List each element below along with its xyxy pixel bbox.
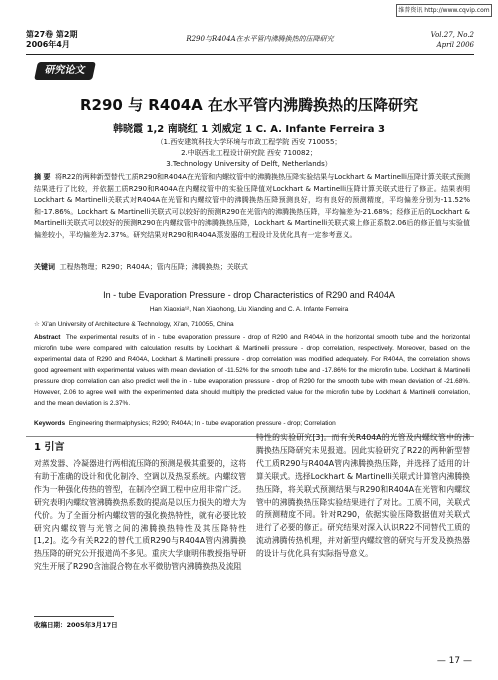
header-divider [26,54,474,55]
affiliation-en: ☆ Xi'an University of Architecture & Technology, Xi'an, 710055, China [34,321,234,328]
volume-label: 第27卷 第2期 [26,30,78,39]
keywords-cn-label: 关键词 [34,263,55,271]
running-title: R290与R404A在水平管内沸腾换热的压降研究 [186,35,334,43]
received-date: 收稿日期：2005年3月17日 [34,621,118,629]
watermark-stamp: 维普资讯 http://www.cqvip.com [396,4,492,17]
affiliation-2: 2.中联西北工程设计研究院 西安 710082； [181,149,317,157]
body-column-left: 对蒸发器、冷凝器进行两相流压降的预测是极其重要的，这将有助于准确的设计和优化制冷、空调以及热泵系统。内螺纹管作为一种强化传热的管型，在制冷空调工程中应用非常广泛。研究表明内螺纹管沸腾换热系数的提高是以压力损失的增大为代价。为了全面分析内螺纹管的强化换热特性，就有必要比较研究内螺纹管与光管之间的沸腾换热特性及其压降特性[1,2]。迄今有关R22的替代工质R290与R404A管内沸腾换热压降的研究公开报道尚不多见。重庆大学康明伟教授指导研究生开展了R290含油混合物在水平微肋管内沸腾换热及流阻 [34,459,246,572]
keywords-en-label: Keywords [34,420,66,427]
keywords-cn [34,262,470,272]
section-heading: 1 引言 [34,442,65,453]
date-en: April 2006 [436,41,474,49]
abstract-en [34,332,470,418]
keywords-cn-text: 工程热物理；R290；R404A；管内压降；沸腾换热；关联式 [59,263,248,271]
journal-volume-en [400,30,474,50]
paper-title-cn: R290 与 R404A 在水平管内沸腾换热的压降研究 [80,96,418,114]
abstract-cn-label: 摘 要 [34,173,51,181]
affiliation-1: （1.西安建筑科技大学环境与市政工程学院 西安 710055； [156,138,342,146]
abstract-cn-text: 将R22的两种新型替代工质R290和R404A在光管和内螺纹管中的沸腾换热压降实验结果与Lockhart & Martinelli压降计算关联式预测结果进行了比较，并依据工质R290和R404A在内螺纹管中的实验压降值对Lockhart & Martinelli压降计算关联式进行了修正。结果表明Lockhart & Martinelli关联式对R404A在光管和内螺纹管中的沸腾换热压降预测良好，均有良好的预测精度，平均偏差分别为-11.52%和-17.86%。Lockhart & Martinelli关联式可以较好的预测R290在光管内的沸腾换热压降，平均偏差为-21.68%；经修正后的Lockhart & Martinelli关联式可以较好的预测R290在内螺纹管中的沸腾换热压降，Lockhart & Martinelli关联式乘上修正系数2.06后的修正值与实验值偏差较小，平均偏差为2.37%。研究结果对R290和R404A蒸发器的工程设计及优化具有一定参考意义。 [34,173,470,239]
authors-cn: 韩晓霞 1,2 南晓红 1 刘威定 1 C. A. Infante Ferreira 3 [113,124,385,135]
affiliation-3: 3.Technology University of Delft, Netherlands） [166,160,332,168]
page-number: — 17 — [436,656,472,666]
abstract-cn [34,172,470,260]
keywords-en-text: Engineering thermalphysics; R290; R404A; In - tube evaporation pressure - drop; Correlation [68,420,336,427]
keywords-en [34,420,470,427]
body-column-right: 特性的实验研究[3]。而有关R404A的光管及内螺纹管中的沸腾换热压降研究未见报道。因此实验研究了R22的两种新型替代工质R290与R404A管内沸腾换热压降，并选择了适用的计算关联式。选择Lockhart & Martinelli关联式计算管内沸腾换热压降，将关联式预测结果与R290和R404A在光管和内螺纹管中的沸腾换热压降实验结果进行了对比。工质不同，关联式的预测精度不同。针对R290，依据实验压降数据值对关联式进行了必要的修正。研究结果对深入认识R22不同替代工质的流动沸腾传热机理，并对新型内螺纹管的研究与开发及换热器的设计与优化具有实际指导意义。 [256,433,470,559]
volume-en: Vol.27, No.2 [430,31,474,39]
authors-en: Han Xiaoxia¹², Nan Xiaohong, Liu Xianding and C. A. Infante Ferreira [149,306,349,313]
paper-title-en: In - tube Evaporation Pressure - drop Characteristics of R290 and R404A [103,290,395,300]
abstract-en-label: Abstract [34,334,61,341]
abstract-en-text: The experimental results of in - tube evaporation pressure - drop of R290 and R404A in the horizontal smooth tube and the horizontal microfin tube were compared with calculation results by Lockhart & Martinelli pressure - drop correlation, respectively. Moreover, based on the experimental data of R290 and R404A, Lockhart & Martinelli pressure - drop correlation was modified adequately. For R404A, the correlation shows good agreement with experimental values with mean deviation of -11.52% for the smooth tube and -17.86% for the microfin tube. Lockhart & Martinelli pressure drop correlation can also predict well the in - tube evaporation pressure - drop of R290 for the smooth tube with mean deviation of -21.68%. However, 2.06 to agree well with the experimented data should multiply the predicted value for the microfin tube by Lockhart & Martinelli correlation, and the mean deviation is 2.37%. [34,334,470,407]
date-label: 2006年4月 [26,40,70,49]
category-badge: 研究论文 [34,62,96,80]
footnote-rule [34,616,114,617]
journal-volume-cn [26,30,77,50]
